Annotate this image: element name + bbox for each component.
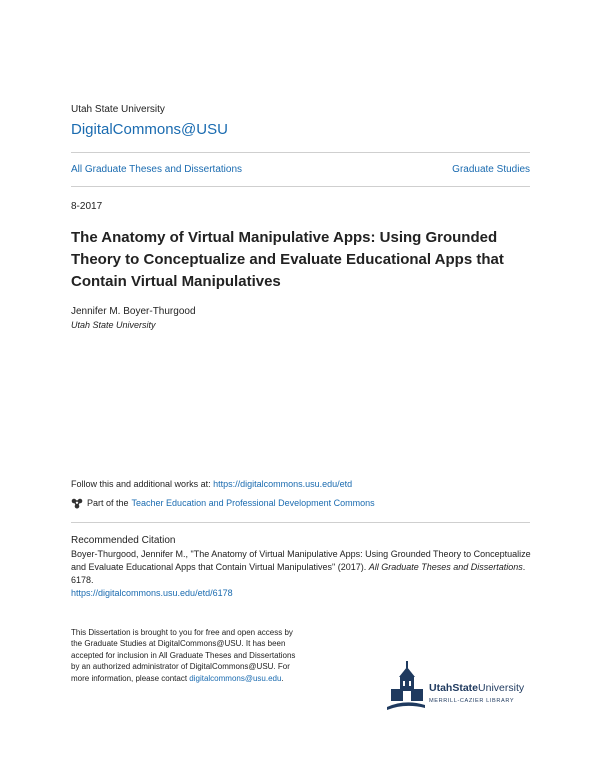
follow-line — [71, 479, 352, 489]
all-theses-link[interactable]: All Graduate Theses and Dissertations — [71, 164, 243, 175]
follow-prefix: Follow this and additional works at: — [71, 479, 214, 489]
citation-divider — [71, 522, 530, 523]
disclaimer-text: This Dissertation is brought to you for free and open access by the Graduate Studies at DigitalCommons@USU. It has been accepted for inclusion in All Graduate Theses and Dissertations by an authorized administrator of DigitalCommons@USU. For more information, please contact — [71, 628, 296, 683]
logo-university-rest: University — [478, 682, 525, 694]
citation-number: . 6178. — [71, 562, 526, 585]
logo-university-name — [429, 682, 525, 694]
logo-library-name: MERRILL-CAZIER LIBRARY — [429, 698, 515, 704]
repository-name[interactable]: DigitalCommons@USU — [71, 121, 228, 138]
graduate-studies-link[interactable]: Graduate Studies — [452, 164, 530, 175]
usu-library-logo — [385, 661, 535, 713]
citation-block — [71, 548, 541, 600]
citation-text: Boyer-Thurgood, Jennifer M., "The Anatomy of Virtual Manipulative Apps: Using Grounded Theory to Conceptualize and Evaluate Educational Apps that Contain Virtual Manipulatives" (2017). — [71, 549, 531, 572]
citation-url-link[interactable]: https://digitalcommons.usu.edu/etd/6178 — [71, 588, 233, 598]
nav-divider — [71, 186, 530, 187]
author-name: Jennifer M. Boyer-Thurgood — [71, 306, 196, 317]
contact-email-link[interactable]: digitalcommons@usu.edu — [189, 673, 282, 683]
top-divider — [71, 152, 530, 153]
logo-university-bold: UtahState — [429, 682, 479, 694]
author-affiliation: Utah State University — [71, 320, 156, 330]
document-title: The Anatomy of Virtual Manipulative Apps: Using Grounded Theory to Conceptualize and Evaluate Educational Apps that Contain Virtual Manipulatives — [71, 229, 504, 290]
disclaimer-end: . — [281, 673, 284, 683]
part-of-line — [71, 497, 375, 509]
follow-url-link[interactable]: https://digitalcommons.usu.edu/etd — [213, 479, 353, 489]
old-main-tower-icon — [387, 661, 425, 710]
citation-series: All Graduate Theses and Dissertations — [368, 562, 523, 572]
institution-name: Utah State University — [71, 104, 165, 115]
publication-date: 8-2017 — [71, 201, 103, 212]
commons-network-icon — [71, 497, 83, 509]
part-of-prefix: Part of the — [87, 498, 129, 508]
access-disclaimer — [71, 627, 301, 684]
recommended-citation-heading: Recommended Citation — [71, 535, 176, 546]
teacher-education-commons-link[interactable]: Teacher Education and Professional Development Commons — [131, 498, 375, 508]
